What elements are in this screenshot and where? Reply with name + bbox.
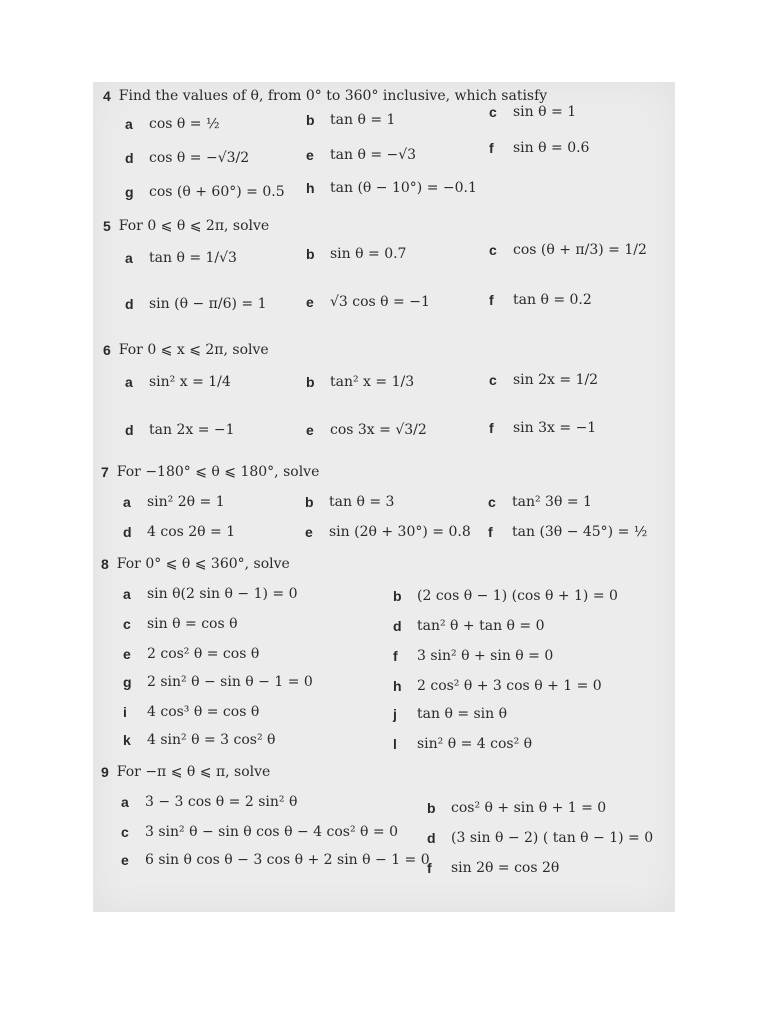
exercise-number: 4 (103, 88, 111, 104)
exercise-4b (306, 112, 395, 128)
part-letter: e (305, 524, 313, 540)
equation: 3 sin² θ + sin θ = 0 (417, 648, 554, 664)
equation: tan (3θ − 45°) = ½ (512, 524, 648, 540)
exercise-instruction: For 0° ⩽ θ ⩽ 360°, solve (116, 556, 290, 572)
exercise-instruction: For −180° ⩽ θ ⩽ 180°, solve (116, 464, 320, 480)
part-letter: f (393, 648, 398, 664)
part-letter: h (393, 678, 402, 694)
exercise-number: 8 (101, 556, 109, 572)
part-letter: e (306, 147, 314, 163)
exercise-8g (123, 674, 313, 690)
exercise-number: 7 (101, 464, 109, 480)
equation: 3 − 3 cos θ = 2 sin² θ (145, 794, 298, 810)
equation: 2 cos² θ = cos θ (147, 646, 260, 662)
part-letter: a (123, 494, 131, 510)
equation: 4 cos 2θ = 1 (147, 524, 236, 540)
equation: (2 cos θ − 1) (cos θ + 1) = 0 (417, 588, 618, 604)
exercise-9e (121, 852, 430, 868)
exercise-4a (125, 116, 220, 132)
part-letter: d (125, 422, 134, 438)
exercise-8c (123, 616, 238, 632)
exercise-9c (121, 824, 398, 840)
equation: sin² θ = 4 cos² θ (417, 736, 533, 752)
exercise-number: 6 (103, 342, 111, 358)
exercise-7d (123, 524, 235, 540)
part-letter: c (488, 494, 496, 510)
exercise-8h (393, 678, 602, 694)
exercise-instruction: For −π ⩽ θ ⩽ π, solve (116, 764, 271, 780)
part-letter: c (489, 104, 497, 120)
equation: sin θ = 1 (513, 104, 577, 120)
equation: 4 cos³ θ = cos θ (147, 704, 260, 720)
exercise-8f (393, 648, 553, 664)
exercise-8j (393, 706, 507, 722)
exercise-6c (489, 372, 598, 388)
exercise-7c (488, 494, 592, 510)
part-letter: a (125, 250, 133, 266)
exercise-6e (306, 422, 427, 438)
equation: sin θ(2 sin θ − 1) = 0 (147, 586, 298, 602)
exercise-5e (306, 294, 430, 310)
exercise-6a (125, 374, 231, 390)
exercise-4e (306, 147, 416, 163)
equation: 6 sin θ cos θ − 3 cos θ + 2 sin θ − 1 = 0 (145, 852, 430, 868)
part-letter: a (123, 586, 131, 602)
part-letter: b (393, 588, 402, 604)
equation: sin θ = 0.6 (513, 140, 590, 156)
equation: sin (2θ + 30°) = 0.8 (329, 524, 471, 540)
exercise-4c (489, 104, 576, 120)
equation: sin θ = 0.7 (330, 246, 407, 262)
exercise-4f (489, 140, 589, 156)
exercise-8l (393, 736, 532, 752)
equation: 2 sin² θ − sin θ − 1 = 0 (147, 674, 313, 690)
part-letter: a (125, 374, 133, 390)
exercise-instruction: For 0 ⩽ x ⩽ 2π, solve (118, 342, 269, 358)
equation: tan θ = 3 (329, 494, 395, 510)
part-letter: e (123, 646, 131, 662)
exercise-7b (305, 494, 394, 510)
equation: tan² 3θ = 1 (512, 494, 592, 510)
exercise-8d (393, 618, 545, 634)
part-letter: c (123, 616, 131, 632)
exercise-5a (125, 250, 237, 266)
equation: sin (θ − π/6) = 1 (149, 296, 267, 312)
equation: sin 2θ = cos 2θ (451, 860, 560, 876)
equation: tan² x = 1/3 (330, 374, 415, 390)
part-letter: b (306, 246, 315, 262)
part-letter: e (306, 294, 314, 310)
part-letter: c (489, 242, 497, 258)
exercise-6-header (103, 342, 269, 358)
exercise-9d (427, 830, 653, 846)
exercise-8k (123, 732, 275, 748)
equation: tan θ = −√3 (330, 147, 417, 163)
part-letter: d (393, 618, 402, 634)
equation: cos θ = −√3/2 (149, 150, 250, 166)
equation: sin θ = cos θ (147, 616, 238, 632)
exercise-5c (489, 242, 647, 258)
equation: sin 3x = −1 (513, 420, 597, 436)
part-letter: f (427, 860, 432, 876)
exercise-6f (489, 420, 596, 436)
part-letter: e (306, 422, 314, 438)
equation: sin² x = 1/4 (149, 374, 231, 390)
exercise-4g (125, 184, 285, 200)
exercise-5d (125, 296, 266, 312)
part-letter: j (393, 706, 397, 722)
part-letter: b (306, 374, 315, 390)
part-letter: k (123, 732, 131, 748)
exercise-instruction: For 0 ⩽ θ ⩽ 2π, solve (118, 218, 270, 234)
exercise-5b (306, 246, 406, 262)
equation: √3 cos θ = −1 (330, 294, 430, 310)
exercise-7f (488, 524, 647, 540)
part-letter: b (306, 112, 315, 128)
exercise-9f (427, 860, 559, 876)
equation: sin 2x = 1/2 (513, 372, 599, 388)
part-letter: d (125, 296, 134, 312)
exercise-8b (393, 588, 618, 604)
part-letter: c (121, 824, 129, 840)
equation: cos (θ + 60°) = 0.5 (149, 184, 285, 200)
part-letter: f (489, 292, 494, 308)
equation: tan θ = 1 (330, 112, 396, 128)
part-letter: b (305, 494, 314, 510)
exercise-number: 9 (101, 764, 109, 780)
part-letter: h (306, 180, 315, 196)
exercise-8e (123, 646, 259, 662)
exercise-9b (427, 800, 606, 816)
part-letter: e (121, 852, 129, 868)
exercise-4d (125, 150, 249, 166)
exercise-7e (305, 524, 471, 540)
exercise-6b (306, 374, 414, 390)
part-letter: d (123, 524, 132, 540)
part-letter: f (489, 140, 494, 156)
equation: tan θ = 0.2 (513, 292, 592, 308)
exercise-8a (123, 586, 297, 602)
exercise-8i (123, 704, 259, 720)
part-letter: c (489, 372, 497, 388)
equation: cos 3x = √3/2 (330, 422, 427, 438)
equation: tan 2x = −1 (149, 422, 235, 438)
equation: cos (θ + π/3) = 1/2 (513, 242, 647, 258)
part-letter: g (123, 674, 132, 690)
part-letter: f (489, 420, 494, 436)
equation: cos² θ + sin θ + 1 = 0 (451, 800, 607, 816)
equation: tan θ = sin θ (417, 706, 508, 722)
equation: 3 sin² θ − sin θ cos θ − 4 cos² θ = 0 (145, 824, 398, 840)
equation: tan² θ + tan θ = 0 (417, 618, 545, 634)
exercise-9-header (101, 764, 270, 780)
equation: sin² 2θ = 1 (147, 494, 225, 510)
exercise-5f (489, 292, 592, 308)
exercise-4h (306, 180, 477, 196)
equation: tan θ = 1/√3 (149, 250, 237, 266)
equation: tan (θ − 10°) = −0.1 (330, 180, 477, 196)
textbook-page (93, 82, 675, 912)
part-letter: d (427, 830, 436, 846)
part-letter: d (125, 150, 134, 166)
exercise-7a (123, 494, 225, 510)
exercise-number: 5 (103, 218, 111, 234)
part-letter: a (121, 794, 129, 810)
exercise-5-header (103, 218, 269, 234)
exercise-8-header (101, 556, 290, 572)
exercise-4-header (103, 88, 547, 104)
part-letter: l (393, 736, 397, 752)
exercise-7-header (101, 464, 319, 480)
equation: cos θ = ½ (149, 116, 220, 132)
equation: (3 sin θ − 2) ( tan θ − 1) = 0 (451, 830, 654, 846)
part-letter: f (488, 524, 493, 540)
part-letter: g (125, 184, 134, 200)
part-letter: a (125, 116, 133, 132)
exercise-6d (125, 422, 235, 438)
exercise-instruction: Find the values of θ, from 0° to 360° inclusive, which satisfy (118, 88, 548, 104)
equation: 2 cos² θ + 3 cos θ + 1 = 0 (417, 678, 602, 694)
equation: 4 sin² θ = 3 cos² θ (147, 732, 276, 748)
exercise-9a (121, 794, 297, 810)
part-letter: i (123, 704, 127, 720)
part-letter: b (427, 800, 436, 816)
